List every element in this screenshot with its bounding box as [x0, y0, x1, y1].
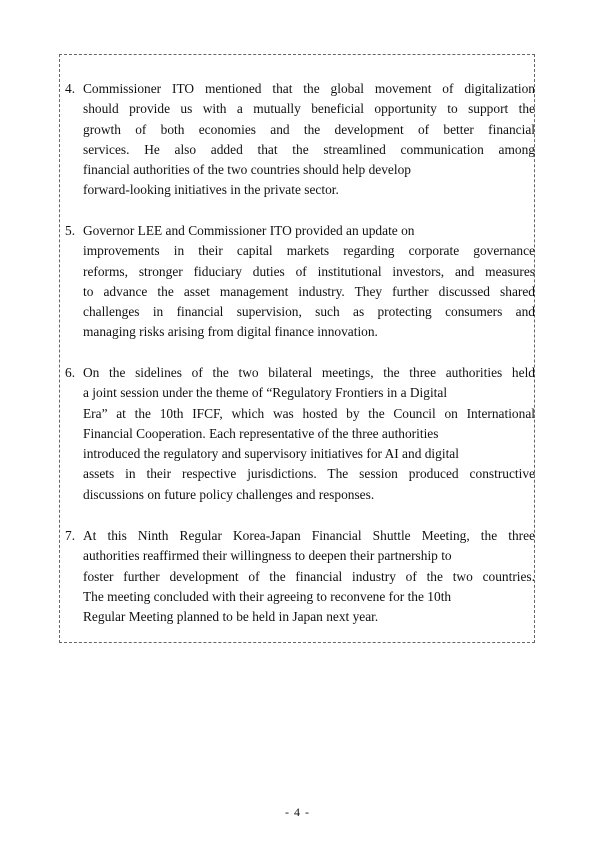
- paragraph-line: financial authorities of the two countries should help develop: [83, 162, 411, 178]
- page-number: - 4 -: [285, 805, 310, 819]
- paragraph-line: On the sidelines of the two bilateral meetings, the three authorities held: [83, 365, 535, 380]
- paragraph-line: Era” at the 10th IFCF, which was hosted by the Council on International: [83, 405, 535, 421]
- paragraph-item-5: [65, 221, 535, 343]
- paragraph-item-7: [65, 526, 535, 627]
- paragraph-line: improvements in their capital markets regarding corporate governance: [83, 243, 535, 259]
- paragraph-line: should provide us with a mutually beneficial opportunity to support the: [83, 101, 535, 117]
- paragraph-line: growth of both economies and the development of better financial: [83, 121, 535, 137]
- paragraph-line: Financial Cooperation. Each representative of the three authorities: [83, 425, 439, 441]
- paragraph-line: managing risks arising from digital finance innovation.: [83, 324, 378, 340]
- paragraph-line: foster further development of the financial industry of the two countries.: [83, 568, 535, 584]
- paragraph-line: services. He also added that the streamlined communication among: [83, 141, 535, 157]
- paragraph-line: introduced the regulatory and supervisory initiatives for AI and digital: [83, 446, 459, 462]
- paragraph-item-6: [65, 363, 535, 505]
- paragraph-line: forward-looking initiatives in the private sector.: [83, 182, 339, 198]
- paragraph-line: authorities reaffirmed their willingness to deepen their partnership to: [83, 548, 452, 564]
- paragraph-line: to advance the asset management industry. They further discussed shared: [83, 283, 535, 299]
- item-number: 5.: [65, 223, 76, 238]
- paragraph-item-4: [65, 79, 535, 201]
- paragraph-line: Regular Meeting planned to be held in Japan next year.: [83, 609, 379, 625]
- paragraph-line: challenges in financial supervision, such as protecting consumers and: [83, 304, 535, 320]
- paragraph-line: The meeting concluded with their agreeing to reconvene for the 10th: [83, 588, 452, 604]
- item-number: 4.: [65, 81, 76, 96]
- paragraph-line: At this Ninth Regular Korea-Japan Financial Shuttle Meeting, the three: [83, 528, 535, 543]
- paragraph-line: Governor LEE and Commissioner ITO provided an update on: [83, 223, 415, 238]
- paragraph-line: a joint session under the theme of “Regulatory Frontiers in a Digital: [83, 385, 448, 401]
- paragraph-line: assets in their respective jurisdictions. The session produced constructive: [83, 466, 535, 482]
- paragraph-line: Commissioner ITO mentioned that the global movement of digitalization: [83, 81, 535, 96]
- paragraph-line: discussions on future policy challenges and responses.: [83, 486, 375, 502]
- item-number: 7.: [65, 528, 76, 543]
- paragraph-line: reforms, stronger fiduciary duties of institutional investors, and measures: [83, 263, 535, 279]
- item-number: 6.: [65, 365, 76, 380]
